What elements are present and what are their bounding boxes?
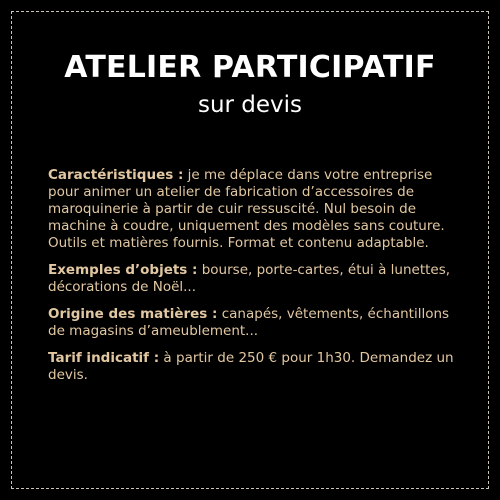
section-label: Exemples d’objets : [48, 262, 198, 278]
section-price [48, 350, 458, 384]
section-text: canapés, vêtements, échantillons de magasins d’ameublement... [48, 306, 450, 339]
section-label: Tarif indicatif : [48, 350, 160, 366]
section-text: à partir de 250 € pour 1h30. Demandez un devis. [48, 350, 454, 383]
section-origin [48, 306, 458, 340]
description-body [48, 167, 458, 394]
section-text: je me déplace dans votre entreprise pour animer un atelier de fabrication d’accessoires de maroquinerie à partir de cuir ressuscité. Nul besoin de machine à coudre, uniquement des modèles sans couture. Outils et matières fournis. Format et contenu adaptable. [48, 167, 445, 251]
section-label: Origine des matières : [48, 306, 218, 322]
section-label: Caractéristiques : [48, 167, 184, 183]
section-text: bourse, porte-cartes, étui à lunettes, décorations de Noël... [48, 262, 451, 295]
section-examples [48, 262, 458, 296]
page-title: ATELIER PARTICIPATIF [64, 50, 436, 85]
page-subtitle: sur devis [197, 92, 303, 118]
section-characteristics [48, 167, 458, 252]
